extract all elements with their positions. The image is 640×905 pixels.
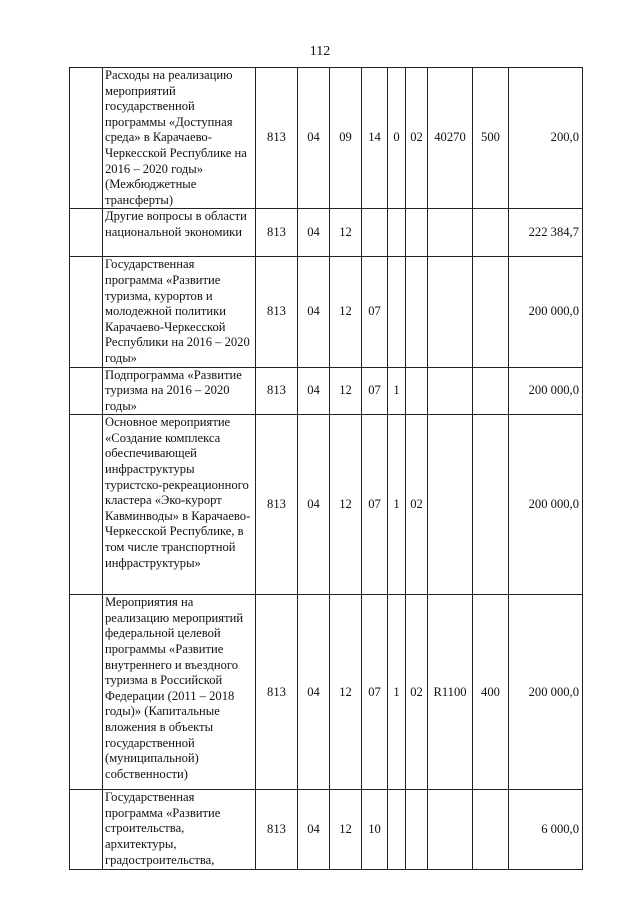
target-article-3: 02 [406,595,428,790]
section-code: 04 [298,790,330,870]
budget-table [69,67,583,870]
target-article-1: 14 [362,68,388,209]
expense-type-code: 500 [473,68,509,209]
amount: 200 000,0 [509,367,583,415]
target-article-3 [406,257,428,367]
subsection-code: 09 [330,68,362,209]
target-article-2 [388,790,406,870]
ved-code: 813 [256,415,298,595]
subsection-code: 12 [330,595,362,790]
expense-type-code [473,209,509,257]
target-article-4: R1100 [428,595,473,790]
ved-code: 813 [256,209,298,257]
row-number-cell [70,367,103,415]
row-number-cell [70,595,103,790]
row-number-cell [70,415,103,595]
table-row [70,68,583,209]
expense-type-code [473,367,509,415]
target-article-2: 1 [388,595,406,790]
section-code: 04 [298,257,330,367]
target-article-3: 02 [406,415,428,595]
item-name: Государственная программа «Развитие строительства, архитектуры, градостроительства, [103,790,256,870]
target-article-2 [388,209,406,257]
table-row [70,595,583,790]
row-number-cell [70,209,103,257]
table-row [70,209,583,257]
ved-code: 813 [256,68,298,209]
table-row [70,790,583,870]
target-article-3 [406,209,428,257]
amount: 200 000,0 [509,257,583,367]
subsection-code: 12 [330,790,362,870]
item-name: Основное мероприятие «Создание комплекса обеспечивающей инфраструктуры туристско-рекреационного кластера «Эко-курорт Кавминводы» в Карачаево-Черкесской Республике, в том числе транспортной инфраструктуры» [103,415,256,595]
item-name: Мероприятия на реализацию мероприятий федеральной целевой программы «Развитие внутреннего и въездного туризма в Российской Федерации (2011 – 2018 годы)» (Капитальные вложения в объекты государственной (муниципальной) собственности) [103,595,256,790]
expense-type-code: 400 [473,595,509,790]
expense-type-code [473,790,509,870]
ved-code: 813 [256,790,298,870]
subsection-code: 12 [330,257,362,367]
target-article-1 [362,209,388,257]
target-article-4 [428,415,473,595]
item-name: Подпрограмма «Развитие туризма на 2016 – 2020 годы» [103,367,256,415]
subsection-code: 12 [330,367,362,415]
target-article-1: 10 [362,790,388,870]
target-article-4 [428,257,473,367]
table-row [70,367,583,415]
subsection-code: 12 [330,209,362,257]
ved-code: 813 [256,595,298,790]
target-article-4 [428,790,473,870]
table-row [70,415,583,595]
row-number-cell [70,790,103,870]
row-number-cell [70,68,103,209]
target-article-1: 07 [362,367,388,415]
amount: 200 000,0 [509,415,583,595]
subsection-code: 12 [330,415,362,595]
section-code: 04 [298,415,330,595]
page-number: 112 [309,44,331,59]
target-article-1: 07 [362,415,388,595]
target-article-2 [388,257,406,367]
amount: 6 000,0 [509,790,583,870]
expense-type-code [473,415,509,595]
item-name: Другие вопросы в области национальной экономики [103,209,256,257]
target-article-4 [428,367,473,415]
target-article-4: 40270 [428,68,473,209]
target-article-4 [428,209,473,257]
amount: 200 000,0 [509,595,583,790]
target-article-2: 0 [388,68,406,209]
expense-type-code [473,257,509,367]
ved-code: 813 [256,367,298,415]
target-article-1: 07 [362,595,388,790]
section-code: 04 [298,595,330,790]
target-article-2: 1 [388,367,406,415]
target-article-3: 02 [406,68,428,209]
amount: 222 384,7 [509,209,583,257]
amount: 200,0 [509,68,583,209]
ved-code: 813 [256,257,298,367]
section-code: 04 [298,209,330,257]
row-number-cell [70,257,103,367]
target-article-3 [406,790,428,870]
section-code: 04 [298,68,330,209]
table-row [70,257,583,367]
target-article-3 [406,367,428,415]
item-name: Государственная программа «Развитие туризма, курортов и молодежной политики Карачаево-Черкесской Республики на 2016 – 2020 годы» [103,257,256,367]
section-code: 04 [298,367,330,415]
target-article-2: 1 [388,415,406,595]
item-name: Расходы на реализацию мероприятий государственной программы «Доступная среда» в Карачаево-Черкесской Республике на 2016 – 2020 годы» (Межбюджетные трансферты) [103,68,256,209]
target-article-1: 07 [362,257,388,367]
